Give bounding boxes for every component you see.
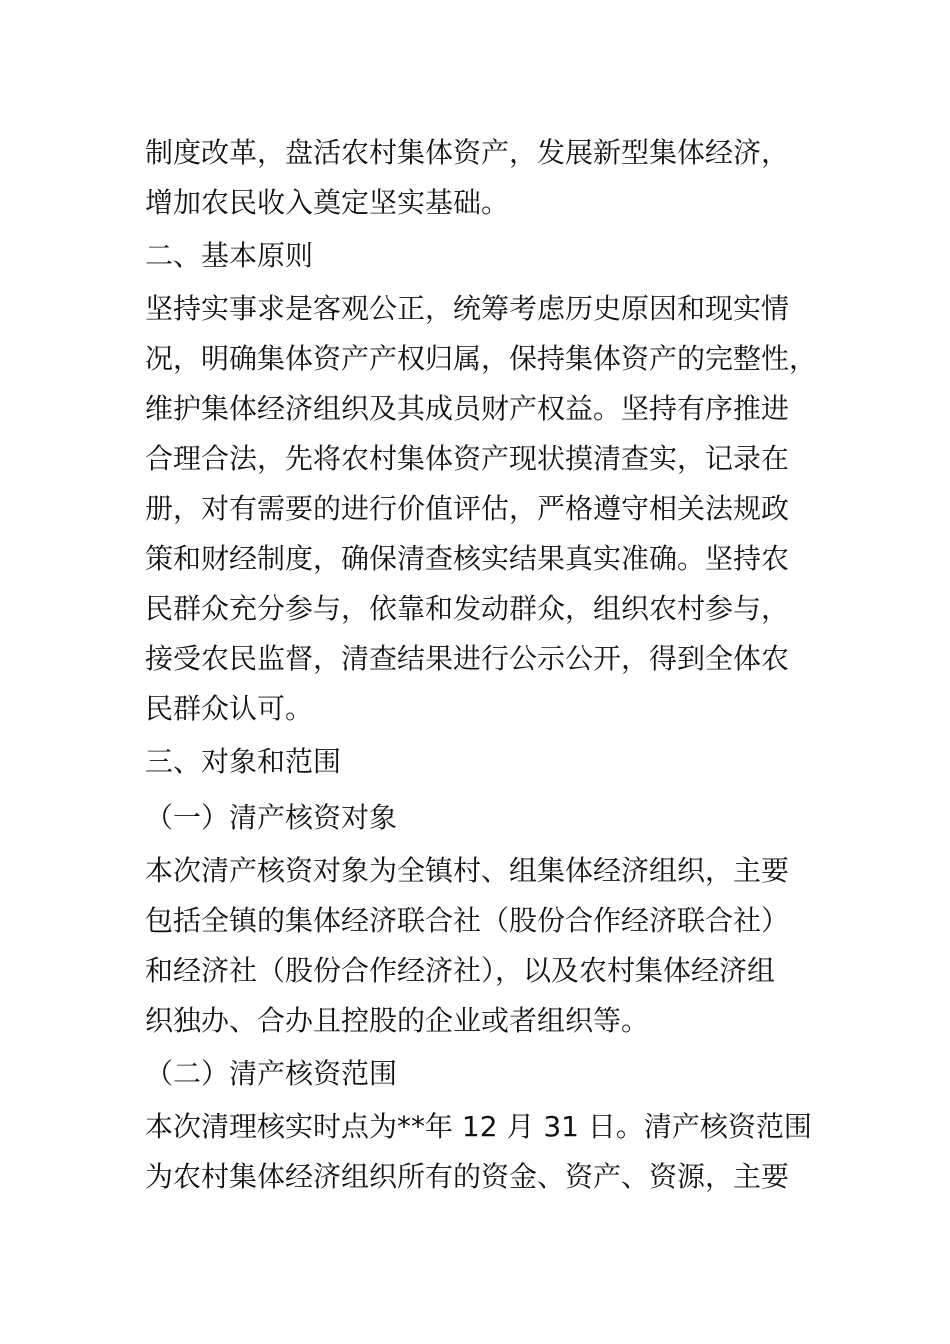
text-line: 坚持实事求是客观公正，统筹考虑历史原因和现实情 <box>145 292 790 325</box>
subheading-verification-scope <box>145 1046 825 1102</box>
text-line: 况，明确集体资产产权归属，保持集体资产的完整性， <box>145 342 818 375</box>
text-line: 增加农民收入奠定坚实基础。 <box>145 186 510 219</box>
section-heading-object-scope <box>145 734 825 790</box>
section-heading-basic-principles <box>145 228 825 284</box>
text-line: 民群众充分参与，依靠和发动群众，组织农村参与， <box>145 592 790 625</box>
heading-text: 三、对象和范围 <box>145 745 342 778</box>
text-line: 合理合法，先将农村集体资产现状摸清查实，记录在 <box>145 442 790 475</box>
text-line: 包括全镇的集体经济联合社（股份合作经济联合社） <box>145 904 790 937</box>
paragraph-scope <box>145 1102 825 1202</box>
text-line: 制度改革，盘活农村集体资产，发展新型集体经济， <box>145 136 790 169</box>
heading-text: 二、基本原则 <box>145 239 314 272</box>
paragraph-object <box>145 846 825 1046</box>
text-line: 本次清理核实时点为**年 12 月 31 日。清产核资范围 <box>145 1110 812 1143</box>
text-line: 为农村集体经济组织所有的资金、资产、资源，主要 <box>145 1160 790 1193</box>
paragraph-intro <box>145 128 825 228</box>
text-line: 维护集体经济组织及其成员财产权益。坚持有序推进 <box>145 392 790 425</box>
subheading-text: （一）清产核资对象 <box>145 801 398 834</box>
paragraph-principles <box>145 284 825 734</box>
text-line: 本次清产核资对象为全镇村、组集体经济组织，主要 <box>145 854 790 887</box>
document-body <box>145 128 825 1202</box>
subheading-verification-object <box>145 790 825 846</box>
text-line: 民群众认可。 <box>145 692 314 725</box>
text-line: 接受农民监督，清查结果进行公示公开，得到全体农 <box>145 642 790 675</box>
text-line: 册，对有需要的进行价值评估，严格遵守相关法规政 <box>145 492 790 525</box>
text-line: 策和财经制度，确保清查核实结果真实准确。坚持农 <box>145 542 790 575</box>
subheading-text: （二）清产核资范围 <box>145 1057 398 1090</box>
text-line: 和经济社（股份合作经济社），以及农村集体经济组 <box>145 954 776 987</box>
text-line: 织独办、合办且控股的企业或者组织等。 <box>145 1004 650 1037</box>
